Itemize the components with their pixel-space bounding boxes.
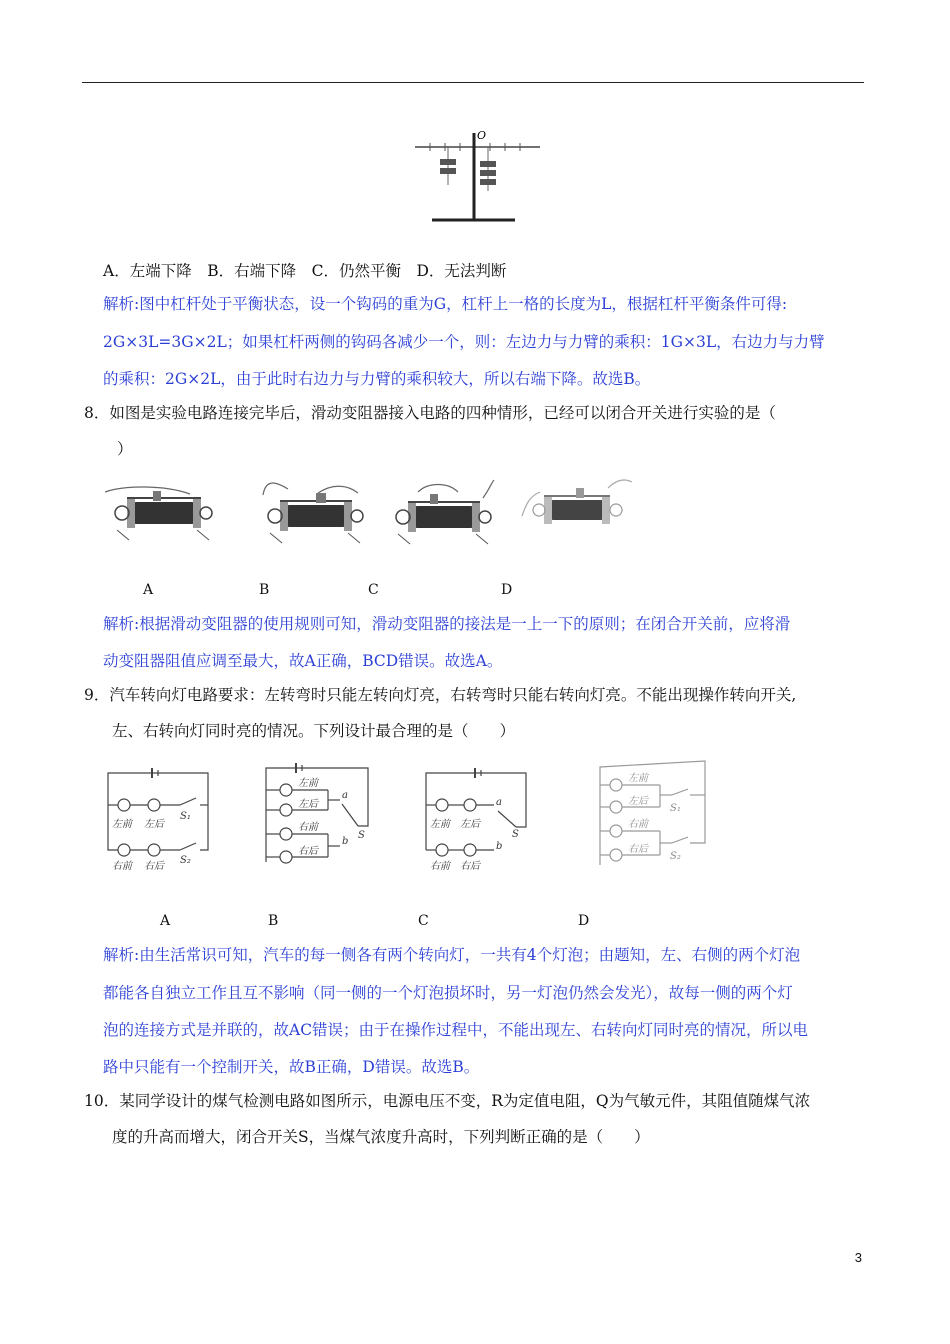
rheostat-a <box>105 480 220 545</box>
circuit-b-right-rear: 右后 <box>298 846 318 857</box>
circuit-b-b: b <box>342 836 349 847</box>
circuit-a-right-rear: 右后 <box>144 861 164 872</box>
circuit-c <box>420 765 535 875</box>
circuit-c-s: S <box>512 829 519 840</box>
circuit-d-left-front: 左前 <box>628 773 648 784</box>
q9-label-a: A <box>160 913 171 929</box>
q9-label-c: C <box>418 913 429 929</box>
circuit-a-left-rear: 左后 <box>144 819 164 830</box>
q8-stem-line-1: 8．如图是实验电路连接完毕后，滑动变阻器接入电路的四种情形，已经可以闭合开关进行实验的是（ <box>84 404 776 422</box>
circuit-a-s2: S₂ <box>180 855 191 866</box>
weight-right-1 <box>480 161 496 167</box>
q9-analysis-line-4: 路中只能有一个控制开关，故B正确，D错误。故选B。 <box>103 1058 480 1076</box>
pivot-label: O <box>477 129 487 142</box>
circuit-c-a: a <box>496 797 502 808</box>
circuit-c-left-rear: 左后 <box>460 819 480 830</box>
weight-right-3 <box>480 179 496 185</box>
q9-analysis-line-3: 泡的连接方式是并联的，故AC错误；由于在操作过程中，不能出现左、右转向灯同时亮的情况，所以电 <box>103 1021 809 1039</box>
circuit-c-b: b <box>496 841 503 852</box>
circuit-d <box>590 755 715 875</box>
q7-analysis-line-1: 解析:图中杠杆处于平衡状态，设一个钩码的重为G，杠杆上一格的长度为L，根据杠杆平衡条件可得: <box>103 295 788 313</box>
q7-analysis-line-3: 的乘积：2G×2L，由于此时右边力与力臂的乘积较大，所以右端下降。故选B。 <box>103 370 651 388</box>
lever-figure <box>410 125 545 225</box>
circuit-d-left-rear: 左后 <box>628 796 648 807</box>
circuit-a-right-front: 右前 <box>112 861 132 872</box>
weight-left-2 <box>440 168 456 174</box>
circuit-b-left-front: 左前 <box>298 778 318 789</box>
rheostat-c <box>388 478 498 546</box>
q8-analysis-line-1: 解析:根据滑动变阻器的使用规则可知，滑动变阻器的接法是一上一下的原则；在闭合开关前，应将滑 <box>103 615 791 633</box>
header-rule <box>82 82 864 83</box>
circuit-c-right-front: 右前 <box>430 861 450 872</box>
circuit-b-s: S <box>358 830 365 841</box>
circuit-b <box>258 762 373 874</box>
q8-analysis-line-2: 动变阻器阻值应调至最大，故A正确，BCD错误。故选A。 <box>103 652 503 670</box>
circuit-b-left-rear: 左后 <box>298 799 318 810</box>
weight-right-2 <box>480 170 496 176</box>
circuit-c-left-front: 左前 <box>430 819 450 830</box>
circuit-d-right-rear: 右后 <box>628 844 648 855</box>
q8-label-c: C <box>368 582 379 598</box>
q9-stem-line-2: 左、右转向灯同时亮的情况。下列设计最合理的是（ ） <box>112 722 516 740</box>
circuit-b-a: a <box>342 790 348 801</box>
q9-analysis-line-2: 都能各自独立工作且互不影响（同一侧的一个灯泡损坏时，另一灯泡仍然会发光），故每一侧的两个灯 <box>103 984 793 1002</box>
page-number: 3 <box>854 1250 862 1265</box>
q8-stem-line-2: ） <box>117 440 133 458</box>
circuit-a <box>100 765 220 875</box>
circuit-a-s1: S₁ <box>180 811 191 822</box>
q8-label-b: B <box>259 582 270 598</box>
q10-stem-line-1: 10．某同学设计的煤气检测电路如图所示，电源电压不变，R为定值电阻，Q为气敏元件，其阻值随煤气浓 <box>84 1092 811 1110</box>
circuit-d-s1: S₁ <box>670 803 681 814</box>
q9-label-d: D <box>578 913 590 929</box>
q8-label-a: A <box>143 582 154 598</box>
q7-analysis-line-2: 2G×3L=3G×2L；如果杠杆两侧的钩码各减少一个，则：左边力与力臂的乘积：1G×3L，右边力与力臂 <box>103 333 825 351</box>
rheostat-d <box>520 476 635 538</box>
q9-stem-line-1: 9．汽车转向灯电路要求：左转弯时只能左转向灯亮，右转弯时只能右转向灯亮。不能出现操作转向开关, <box>84 686 797 704</box>
circuit-b-right-front: 右前 <box>298 822 318 833</box>
circuit-d-s2: S₂ <box>670 851 681 862</box>
q10-stem-line-2: 度的升高而增大，闭合开关S，当煤气浓度升高时，下列判断正确的是（ ） <box>112 1128 650 1146</box>
rheostat-b <box>258 475 368 545</box>
circuit-a-left-front: 左前 <box>112 819 132 830</box>
q7-options: A．左端下降 B．右端下降 C．仍然平衡 D．无法判断 <box>103 262 507 280</box>
circuit-c-right-rear: 右后 <box>460 861 480 872</box>
q8-label-d: D <box>501 582 513 598</box>
weight-left-1 <box>440 159 456 165</box>
q9-analysis-line-1: 解析:由生活常识可知，汽车的每一侧各有两个转向灯，一共有4个灯泡；由题知，左、右侧的两个灯泡 <box>103 946 801 964</box>
q9-label-b: B <box>268 913 279 929</box>
circuit-d-right-front: 右前 <box>628 819 648 830</box>
